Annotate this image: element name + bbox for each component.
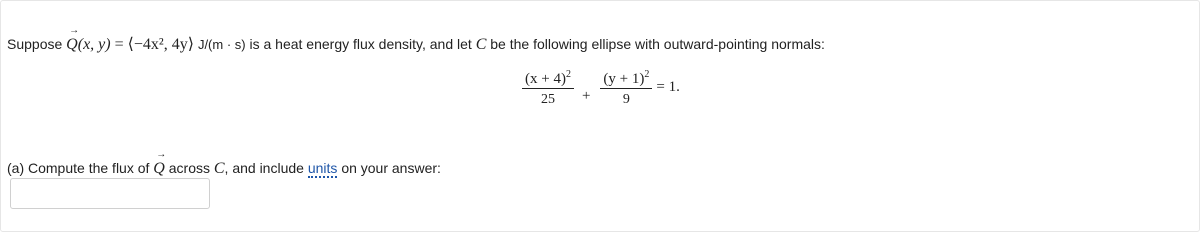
fraction-y-denominator: 9 bbox=[622, 92, 630, 107]
curve-C: C bbox=[475, 36, 487, 53]
answer-input[interactable] bbox=[10, 178, 210, 209]
plus-sign: + bbox=[581, 88, 591, 104]
Q-letter: Q bbox=[66, 36, 78, 53]
statement-text-2: be the following ellipse with outward-pointing normals: bbox=[490, 36, 825, 52]
Q-letter-part-a: Q bbox=[153, 160, 165, 177]
units-help-link[interactable]: units bbox=[307, 160, 338, 176]
vector-Q-part-a bbox=[153, 149, 167, 178]
units-label: J/(m · s) bbox=[197, 37, 246, 52]
equals-one: = 1. bbox=[656, 79, 680, 95]
part-a-label: (a) Compute the flux of bbox=[7, 160, 150, 176]
fraction-x-numerator bbox=[522, 66, 574, 89]
y-term: (y + 1) bbox=[603, 71, 645, 87]
flux-expression bbox=[66, 25, 198, 53]
part-a-end-text: on your answer: bbox=[341, 160, 441, 176]
x-exponent: 2 bbox=[565, 69, 571, 80]
fraction-y-numerator bbox=[600, 66, 652, 89]
equals-sign: = bbox=[114, 36, 124, 53]
fraction-x bbox=[522, 66, 574, 109]
fraction-y bbox=[600, 66, 652, 109]
vector-arrow-icon: → bbox=[69, 25, 80, 36]
statement-text-1: is a heat energy flux density, and let bbox=[249, 36, 472, 52]
flux-vector: ⟨−4x², 4y⟩ bbox=[127, 36, 194, 53]
part-a-prompt bbox=[7, 149, 441, 178]
intro-word: Suppose bbox=[7, 36, 63, 52]
across-word: across bbox=[168, 160, 210, 176]
part-a-middle-text: , and include bbox=[224, 160, 304, 176]
y-exponent: 2 bbox=[644, 69, 650, 80]
ellipse-equation bbox=[522, 66, 680, 109]
vector-Q bbox=[66, 25, 80, 54]
fraction-x-denominator: 25 bbox=[540, 92, 555, 107]
curve-C-part-a: C bbox=[213, 160, 225, 177]
x-term: (x + 4) bbox=[525, 71, 566, 87]
problem-statement bbox=[7, 25, 825, 54]
Q-args: (x, y) bbox=[77, 36, 111, 53]
vector-arrow-icon-part-a: → bbox=[156, 149, 167, 160]
